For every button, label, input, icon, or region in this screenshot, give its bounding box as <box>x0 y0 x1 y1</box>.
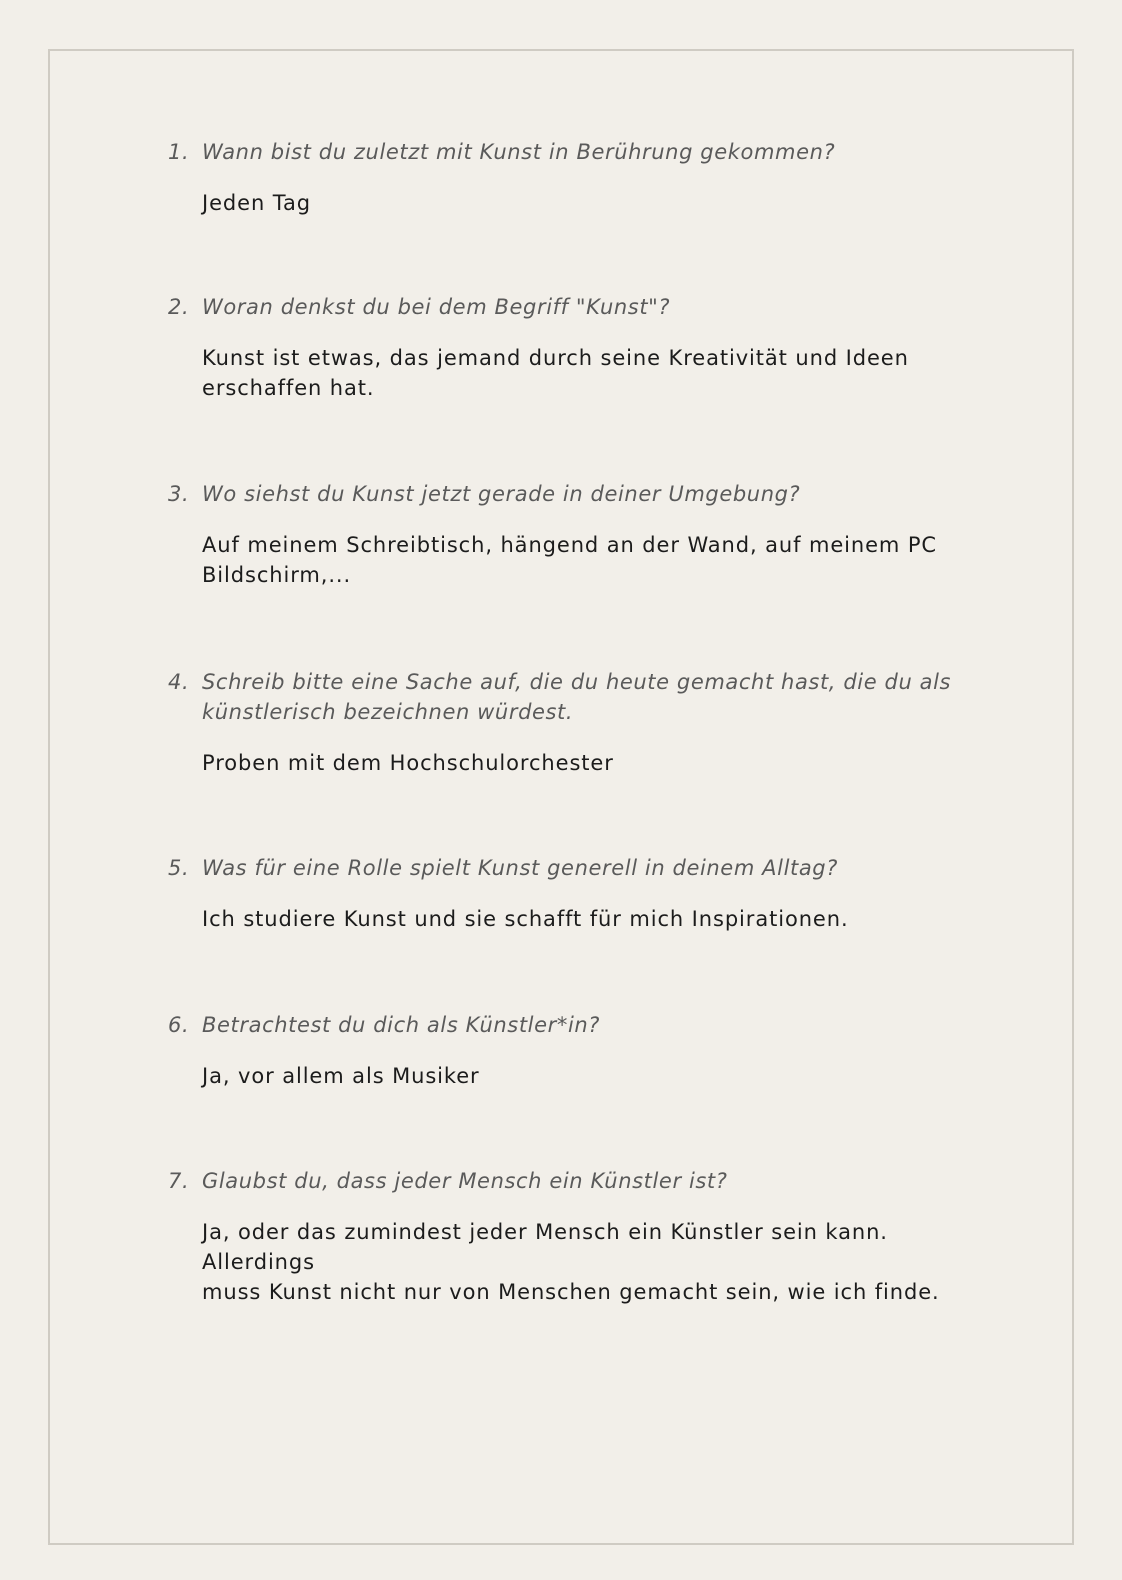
answer-5: Ich studiere Kunst und sie schafft für mich Inspirationen. <box>202 907 849 931</box>
answer-4: Proben mit dem Hochschulorchester <box>202 751 614 775</box>
question-text: Wo siehst du Kunst jetzt gerade in deiner Umgebung? <box>202 482 801 506</box>
question-number: 2. <box>168 295 190 319</box>
question-7 <box>168 1166 998 1196</box>
answer-3: Auf meinem Schreibtisch, hängend an der Wand, auf meinem PC Bildschirm,... <box>202 533 937 587</box>
question-number: 6. <box>168 1013 190 1037</box>
question-text: Woran denkst du bei dem Begriff "Kunst"? <box>202 295 671 319</box>
question-text: Betrachtest du dich als Künstler*in? <box>202 1013 601 1037</box>
answer-2: Kunst ist etwas, das jemand durch seine Kreativität und Ideen erschaffen hat. <box>202 346 909 400</box>
qa-item-7 <box>168 1166 998 1307</box>
qa-item-5 <box>168 853 998 934</box>
question-number: 3. <box>168 482 190 506</box>
question-2 <box>168 292 998 322</box>
question-number: 7. <box>168 1169 190 1193</box>
page-border <box>48 49 1074 1545</box>
qa-item-4 <box>168 667 998 778</box>
question-number: 4. <box>168 670 190 694</box>
qa-item-1 <box>168 137 998 218</box>
answer-7: Ja, oder das zumindest jeder Mensch ein Künstler sein kann. Allerdings muss Kunst nicht nur von Menschen gemacht sein, wie ich finde. <box>202 1220 940 1304</box>
answer-6: Ja, vor allem als Musiker <box>202 1064 480 1088</box>
question-6 <box>168 1010 998 1040</box>
qa-item-2 <box>168 292 998 403</box>
question-1 <box>168 137 998 167</box>
qa-item-3 <box>168 479 998 590</box>
qa-item-6 <box>168 1010 998 1091</box>
question-5 <box>168 853 998 883</box>
question-number: 5. <box>168 856 190 880</box>
question-4 <box>168 667 998 727</box>
question-text: Wann bist du zuletzt mit Kunst in Berührung gekommen? <box>202 140 836 164</box>
question-text: Glaubst du, dass jeder Mensch ein Künstler ist? <box>202 1169 728 1193</box>
question-text: Schreib bitte eine Sache auf, die du heute gemacht hast, die du als künstlerisch bezeichnen würdest. <box>202 670 952 724</box>
question-text: Was für eine Rolle spielt Kunst generell in deinem Alltag? <box>202 856 838 880</box>
answer-1: Jeden Tag <box>202 191 311 215</box>
question-3 <box>168 479 998 509</box>
question-number: 1. <box>168 140 190 164</box>
